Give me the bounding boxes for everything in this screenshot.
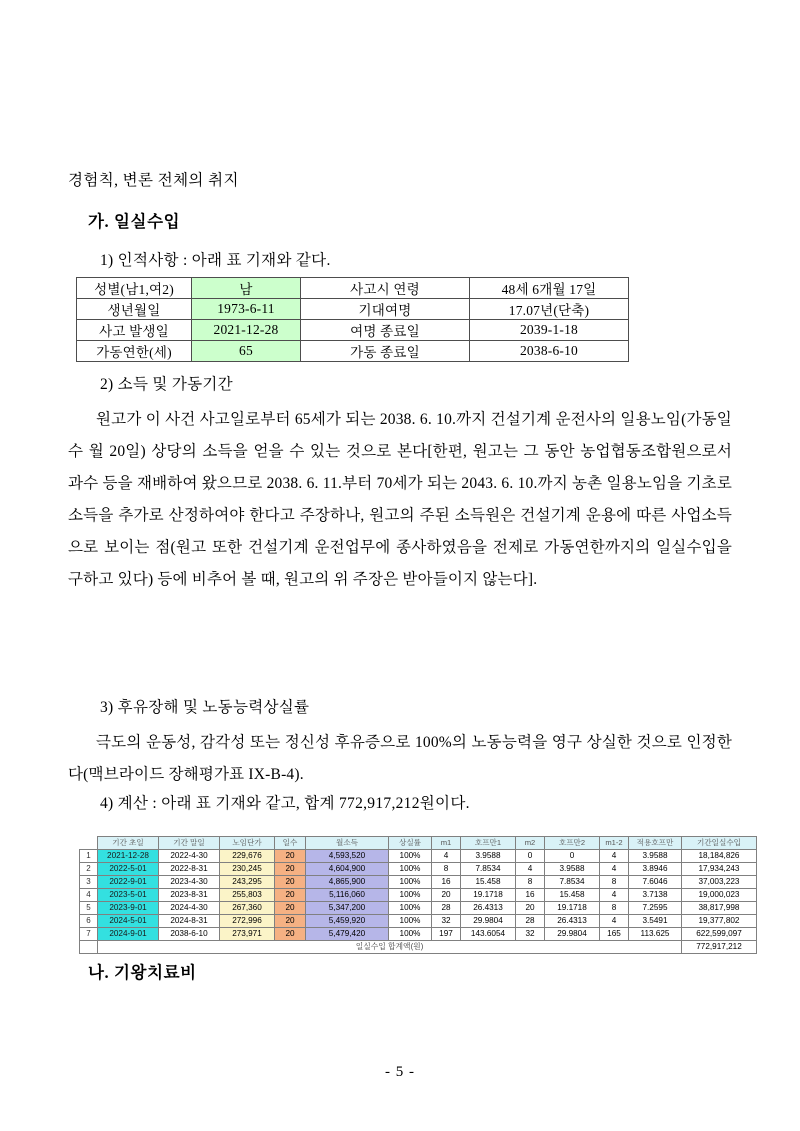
- cell-days: 20: [275, 902, 306, 915]
- cell-m2: 32: [516, 928, 545, 941]
- cell-period-end: 2023-8-31: [159, 889, 220, 902]
- cell-loss-rate: 100%: [389, 876, 432, 889]
- header-hoffman1: 호프만1: [461, 837, 516, 850]
- cell-monthly-income: 5,347,200: [306, 902, 389, 915]
- intro-line: 경험칙, 변론 전체의 취지: [68, 172, 239, 189]
- cell-hoffman1: 29.9804: [461, 915, 516, 928]
- info-value-age-at-accident: 48세 6개월 17일: [470, 278, 629, 299]
- table-header-row: [80, 837, 757, 850]
- cell-period-end: 2023-4-30: [159, 876, 220, 889]
- info-value-life-expectancy: 17.07년(단축): [470, 299, 629, 320]
- cell-rownum: 4: [80, 889, 98, 902]
- cell-loss-rate: 100%: [389, 889, 432, 902]
- cell-days: 20: [275, 915, 306, 928]
- cell-hoffman1: 7.8534: [461, 863, 516, 876]
- cell-applied-hoffman: 7.2595: [629, 902, 682, 915]
- cell-rownum: 6: [80, 915, 98, 928]
- cell-m2: 20: [516, 902, 545, 915]
- header-period-end: 기간 말일: [159, 837, 220, 850]
- cell-period-end: 2022-4-30: [159, 850, 220, 863]
- info-label-accident-date: 사고 발생일: [77, 320, 192, 341]
- cell-monthly-income: 4,604,900: [306, 863, 389, 876]
- section-a-item3-label: 3) 후유장해 및 노동능력상실률: [100, 699, 310, 716]
- cell-applied-hoffman: 3.5491: [629, 915, 682, 928]
- cell-m2: 16: [516, 889, 545, 902]
- cell-monthly-income: 5,459,920: [306, 915, 389, 928]
- header-period-start: 기간 초일: [98, 837, 159, 850]
- cell-applied-hoffman: 3.9588: [629, 850, 682, 863]
- info-value-gender: 남: [192, 278, 301, 299]
- cell-days: 20: [275, 876, 306, 889]
- cell-rownum: 1: [80, 850, 98, 863]
- cell-hoffman1: 19.1718: [461, 889, 516, 902]
- cell-period-start: 2022-5-01: [98, 863, 159, 876]
- cell-m1-minus-m2: 8: [600, 876, 629, 889]
- income-paragraph-text: 원고가 이 사건 사고일로부터 65세가 되는 2038. 6. 10.까지 건설기계 운전사의 일용노임(가동일수 월 20일) 상당의 소득을 얻을 수 있는 것으로 본다[한편, 원고는 그 동안 농업협동조합원으로서 과수 등을 재배하여 왔으므로 2038. 6. 11.부터 70세가 되는 2043. 6. 10.까지 농촌 일용노임을 기초로 소득을 추가로 산정하여야 한다고 주장하나, 원고의 주된 소득원은 건설기계 운용에 따른 사업소득으로 보이는 점(원고 또한 건설기계 운전업무에 종사하였음을 전제로 가동연한까지의 일실수입을 구하고 있다) 등에 비추어 볼 때, 원고의 위 주장은 받아들이지 않는다].: [68, 411, 732, 588]
- cell-applied-hoffman: 3.8946: [629, 863, 682, 876]
- section-a-item2-label: 2) 소득 및 가동기간: [100, 376, 233, 393]
- info-label-working-age-limit: 가동연한(세): [77, 341, 192, 362]
- cell-applied-hoffman: 113.625: [629, 928, 682, 941]
- cell-period-start: 2021-12-28: [98, 850, 159, 863]
- cell-m2: 8: [516, 876, 545, 889]
- cell-loss-rate: 100%: [389, 915, 432, 928]
- cell-rownum: 3: [80, 876, 98, 889]
- cell-hoffman1: 3.9588: [461, 850, 516, 863]
- lost-income-calculation-table: [79, 836, 757, 954]
- table-row: [80, 889, 757, 902]
- cell-m1: 28: [432, 902, 461, 915]
- total-value: 772,917,212: [682, 941, 757, 954]
- cell-period-start: 2023-9-01: [98, 902, 159, 915]
- cell-m1: 4: [432, 850, 461, 863]
- info-label-life-expectancy: 기대여명: [301, 299, 470, 320]
- cell-daily-wage: 272,996: [220, 915, 275, 928]
- header-period-lost-income: 기간일실수입: [682, 837, 757, 850]
- cell-hoffman2: 0: [545, 850, 600, 863]
- cell-daily-wage: 267,360: [220, 902, 275, 915]
- cell-rownum: 7: [80, 928, 98, 941]
- cell-hoffman2: 19.1718: [545, 902, 600, 915]
- cell-loss-rate: 100%: [389, 928, 432, 941]
- table-row: [80, 876, 757, 889]
- cell-period-lost-income: 622,599,097: [682, 928, 757, 941]
- cell-period-start: 2022-9-01: [98, 876, 159, 889]
- cell-period-start: 2024-9-01: [98, 928, 159, 941]
- disability-paragraph: [68, 727, 732, 791]
- cell-m1: 32: [432, 915, 461, 928]
- table-row: [77, 341, 629, 362]
- table-row: [77, 278, 629, 299]
- section-b-heading: 나. 기왕치료비: [88, 963, 197, 982]
- cell-daily-wage: 229,676: [220, 850, 275, 863]
- section-a-heading: 가. 일실수입: [88, 212, 181, 231]
- cell-m1-minus-m2: 4: [600, 863, 629, 876]
- cell-loss-rate: 100%: [389, 863, 432, 876]
- cell-m2: 28: [516, 915, 545, 928]
- table-row: [80, 928, 757, 941]
- income-paragraph: [68, 404, 732, 596]
- section-a-item1-label: 1) 인적사항 : 아래 표 기재와 같다.: [100, 252, 331, 269]
- cell-hoffman1: 143.6054: [461, 928, 516, 941]
- cell-monthly-income: 4,865,900: [306, 876, 389, 889]
- cell-period-lost-income: 17,934,243: [682, 863, 757, 876]
- cell-period-lost-income: 18,184,826: [682, 850, 757, 863]
- cell-m1: 197: [432, 928, 461, 941]
- header-rownum: [80, 837, 98, 850]
- cell-period-lost-income: 19,000,023: [682, 889, 757, 902]
- disability-paragraph-text: 극도의 운동성, 감각성 또는 정신성 후유증으로 100%의 노동능력을 영구 상실한 것으로 인정한다(맥브라이드 장해평가표 IX-B-4).: [68, 734, 732, 783]
- table-row: [80, 863, 757, 876]
- page-number: - 5 -: [385, 1064, 415, 1080]
- header-loss-rate: 상실률: [389, 837, 432, 850]
- cell-m1: 16: [432, 876, 461, 889]
- header-days: 일수: [275, 837, 306, 850]
- info-value-accident-date: 2021-12-28: [192, 320, 301, 341]
- cell-hoffman2: 3.9588: [545, 863, 600, 876]
- cell-period-start: 2023-5-01: [98, 889, 159, 902]
- cell-loss-rate: 100%: [389, 902, 432, 915]
- cell-m1-minus-m2: 4: [600, 889, 629, 902]
- info-label-age-at-accident: 사고시 연령: [301, 278, 470, 299]
- cell-period-lost-income: 37,003,223: [682, 876, 757, 889]
- cell-daily-wage: 230,245: [220, 863, 275, 876]
- personal-info-table: [76, 277, 629, 362]
- total-label: 일실수입 합계액(원): [98, 941, 682, 954]
- table-footer-row: [80, 941, 757, 954]
- cell-period-lost-income: 38,817,998: [682, 902, 757, 915]
- info-label-life-end-date: 여명 종료일: [301, 320, 470, 341]
- footer-spacer: [80, 941, 98, 954]
- cell-days: 20: [275, 889, 306, 902]
- info-label-gender: 성별(남1,여2): [77, 278, 192, 299]
- table-row: [77, 320, 629, 341]
- table-row: [80, 902, 757, 915]
- cell-daily-wage: 273,971: [220, 928, 275, 941]
- table-row: [80, 915, 757, 928]
- cell-period-start: 2024-5-01: [98, 915, 159, 928]
- cell-hoffman1: 26.4313: [461, 902, 516, 915]
- calculation-table-wrapper: [79, 836, 757, 954]
- info-value-life-end-date: 2039-1-18: [470, 320, 629, 341]
- cell-m2: 0: [516, 850, 545, 863]
- cell-days: 20: [275, 928, 306, 941]
- cell-monthly-income: 5,479,420: [306, 928, 389, 941]
- cell-period-lost-income: 19,377,802: [682, 915, 757, 928]
- header-applied-hoffman: 적용호프만: [629, 837, 682, 850]
- cell-m1-minus-m2: 4: [600, 850, 629, 863]
- cell-m1: 8: [432, 863, 461, 876]
- cell-hoffman2: 29.9804: [545, 928, 600, 941]
- cell-daily-wage: 243,295: [220, 876, 275, 889]
- cell-hoffman2: 15.458: [545, 889, 600, 902]
- cell-m2: 4: [516, 863, 545, 876]
- cell-m1: 20: [432, 889, 461, 902]
- cell-hoffman2: 26.4313: [545, 915, 600, 928]
- header-m1-minus-m2: m1-2: [600, 837, 629, 850]
- cell-period-end: 2038-6-10: [159, 928, 220, 941]
- table-row: [80, 850, 757, 863]
- cell-rownum: 5: [80, 902, 98, 915]
- cell-hoffman1: 15.458: [461, 876, 516, 889]
- cell-m1-minus-m2: 4: [600, 915, 629, 928]
- table-row: [77, 299, 629, 320]
- info-value-working-end-date: 2038-6-10: [470, 341, 629, 362]
- cell-daily-wage: 255,803: [220, 889, 275, 902]
- cell-monthly-income: 5,116,060: [306, 889, 389, 902]
- info-label-birthdate: 생년월일: [77, 299, 192, 320]
- info-value-working-age-limit: 65: [192, 341, 301, 362]
- cell-m1-minus-m2: 8: [600, 902, 629, 915]
- header-hoffman2: 호프만2: [545, 837, 600, 850]
- cell-m1-minus-m2: 165: [600, 928, 629, 941]
- cell-period-end: 2024-4-30: [159, 902, 220, 915]
- info-value-birthdate: 1973-6-11: [192, 299, 301, 320]
- cell-hoffman2: 7.8534: [545, 876, 600, 889]
- cell-days: 20: [275, 863, 306, 876]
- cell-applied-hoffman: 7.6046: [629, 876, 682, 889]
- cell-period-end: 2024-8-31: [159, 915, 220, 928]
- info-label-working-end-date: 가동 종료일: [301, 341, 470, 362]
- header-daily-wage: 노임단가: [220, 837, 275, 850]
- cell-applied-hoffman: 3.7138: [629, 889, 682, 902]
- section-a-item4-label: 4) 계산 : 아래 표 기재와 같고, 합계 772,917,212원이다.: [100, 795, 470, 812]
- cell-period-end: 2022-8-31: [159, 863, 220, 876]
- cell-monthly-income: 4,593,520: [306, 850, 389, 863]
- header-m2: m2: [516, 837, 545, 850]
- cell-loss-rate: 100%: [389, 850, 432, 863]
- cell-rownum: 2: [80, 863, 98, 876]
- header-m1: m1: [432, 837, 461, 850]
- header-monthly-income: 월소득: [306, 837, 389, 850]
- cell-days: 20: [275, 850, 306, 863]
